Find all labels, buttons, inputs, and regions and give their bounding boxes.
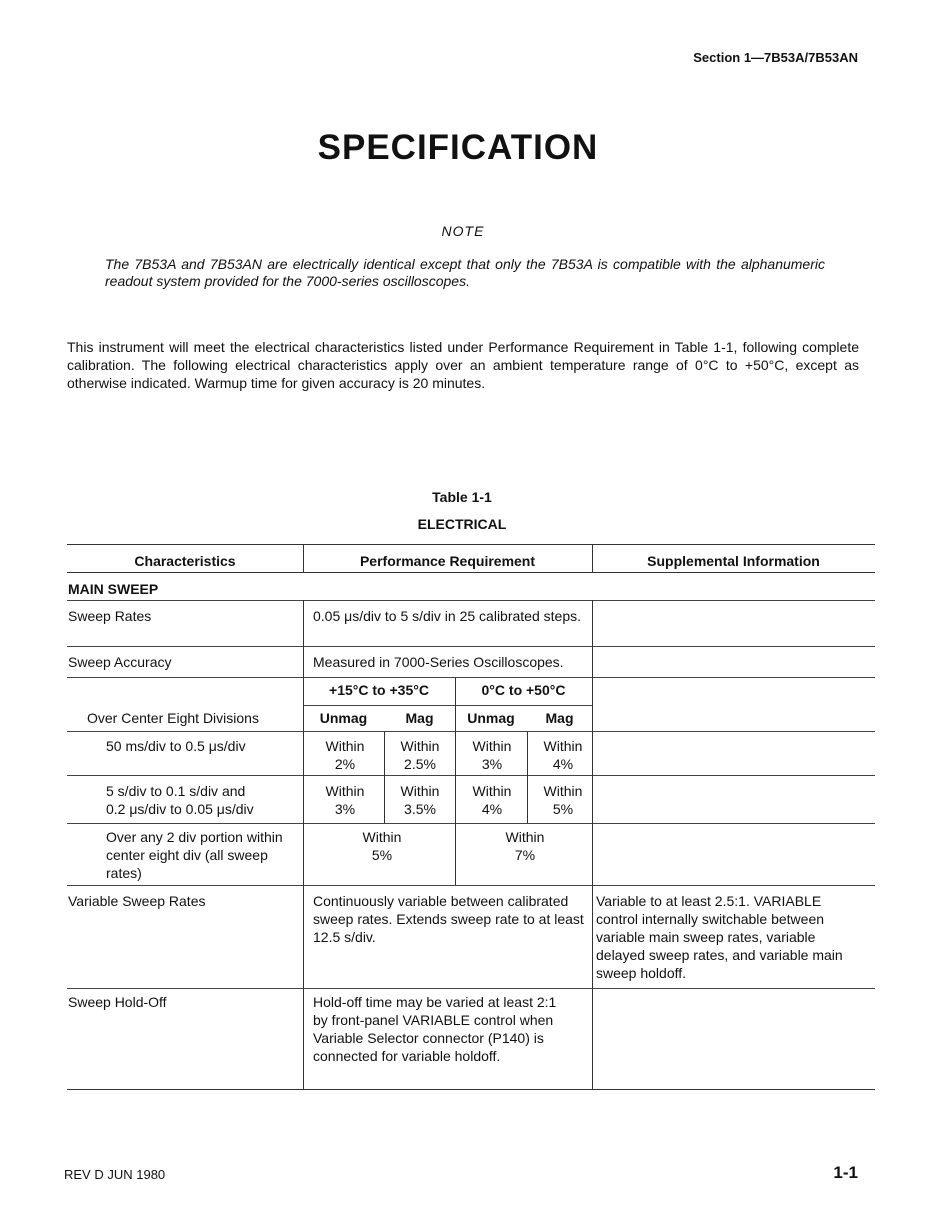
revision-date: REV D JUN 1980: [64, 1167, 166, 1182]
row-rule: [67, 646, 875, 647]
row-rule: [67, 731, 875, 732]
variable-sweep-supp: Variable to at least 2.5:1. VARIABLE control internally switchable between variable main sweep rates, variable delayed sweep rates, and variable main sweep holdoff.: [596, 893, 843, 981]
row-50ms-value: Within 3%: [472, 738, 512, 772]
row-50ms-label: 50 ms/div to 0.5 μs/div: [106, 738, 246, 754]
row-2div-value: Within 5%: [362, 829, 402, 863]
col-divider: [527, 731, 528, 823]
col-head-mag-1: Mag: [405, 710, 434, 726]
over-center-label: Over Center Eight Divisions: [87, 710, 259, 726]
section-header: Section 1—7B53A/7B53AN: [693, 50, 858, 65]
header-performance: Performance Requirement: [359, 553, 536, 569]
note-heading: NOTE: [441, 223, 485, 239]
sweep-rates-perf: 0.05 μs/div to 5 s/div in 25 calibrated steps.: [313, 608, 581, 624]
sweep-rates-label: Sweep Rates: [68, 608, 152, 624]
row-2div-value: Within 7%: [505, 829, 545, 863]
section-main-sweep: MAIN SWEEP: [68, 581, 159, 597]
row-rule: [67, 988, 875, 989]
page-number: 1-1: [833, 1163, 858, 1182]
row-rule: [67, 677, 875, 678]
row-rule: [303, 705, 593, 706]
table-subtitle: ELECTRICAL: [417, 516, 507, 532]
holdoff-label: Sweep Hold-Off: [68, 994, 167, 1010]
table-title: Table 1-1: [432, 489, 492, 505]
col-divider: [384, 731, 385, 823]
row-2div-label: Over any 2 div portion within center eight div (all sweep rates): [106, 829, 283, 881]
header-supplemental: Supplemental Information: [647, 553, 820, 569]
table-top-rule: [67, 544, 875, 545]
row-5s-label-2: 0.2 μs/div to 0.05 μs/div: [106, 801, 254, 817]
row-5s-value: Within 3%: [325, 783, 365, 817]
sweep-accuracy-perf: Measured in 7000-Series Oscilloscopes.: [313, 654, 564, 670]
row-5s-value: Within 5%: [543, 783, 583, 817]
holdoff-perf: Hold-off time may be varied at least 2:1 by front-panel VARIABLE control when Variable Selector connector (P140) is connected for variable holdoff.: [313, 994, 557, 1064]
col-head-unmag-1: Unmag: [319, 710, 368, 726]
variable-sweep-perf: Continuously variable between calibrated sweep rates. Extends sweep rate to at least 12.5 s/div.: [313, 893, 584, 945]
row-5s-label-1: 5 s/div to 0.1 s/div and: [106, 783, 246, 799]
intro-paragraph: This instrument will meet the electrical characteristics listed under Performance Requirement in Table 1-1, following complete calibration. The following electrical characteristics apply over an ambient temperature range of 0°C to +50°C, except as otherwise indicated. Warmup time for given accuracy is 20 minutes.: [67, 339, 859, 391]
row-50ms-value: Within 2%: [325, 738, 365, 772]
temp-range-2: 0°C to +50°C: [481, 682, 566, 698]
row-50ms-value: Within 2.5%: [400, 738, 440, 772]
col-head-unmag-2: Unmag: [467, 710, 515, 726]
row-rule: [67, 600, 875, 601]
table-bottom-rule: [67, 1089, 875, 1090]
variable-sweep-label: Variable Sweep Rates: [68, 893, 206, 909]
row-rule: [67, 775, 875, 776]
temp-range-1: +15°C to +35°C: [329, 682, 429, 698]
sweep-accuracy-label: Sweep Accuracy: [68, 654, 172, 670]
row-rule: [67, 823, 875, 824]
col-divider: [592, 600, 593, 1089]
header-characteristics: Characteristics: [134, 553, 236, 569]
note-text: The 7B53A and 7B53AN are electrically identical except that only the 7B53A is compatible with the alphanumeric readout system provided for the 7000-series oscilloscopes.: [105, 256, 825, 289]
col-head-mag-2: Mag: [545, 710, 574, 726]
page-title: SPECIFICATION: [317, 128, 599, 167]
row-5s-value: Within 3.5%: [400, 783, 440, 817]
row-rule: [67, 885, 875, 886]
row-5s-value: Within 4%: [472, 783, 512, 817]
row-50ms-value: Within 4%: [543, 738, 583, 772]
header-bottom-rule: [67, 572, 875, 573]
col-divider: [303, 600, 304, 1089]
